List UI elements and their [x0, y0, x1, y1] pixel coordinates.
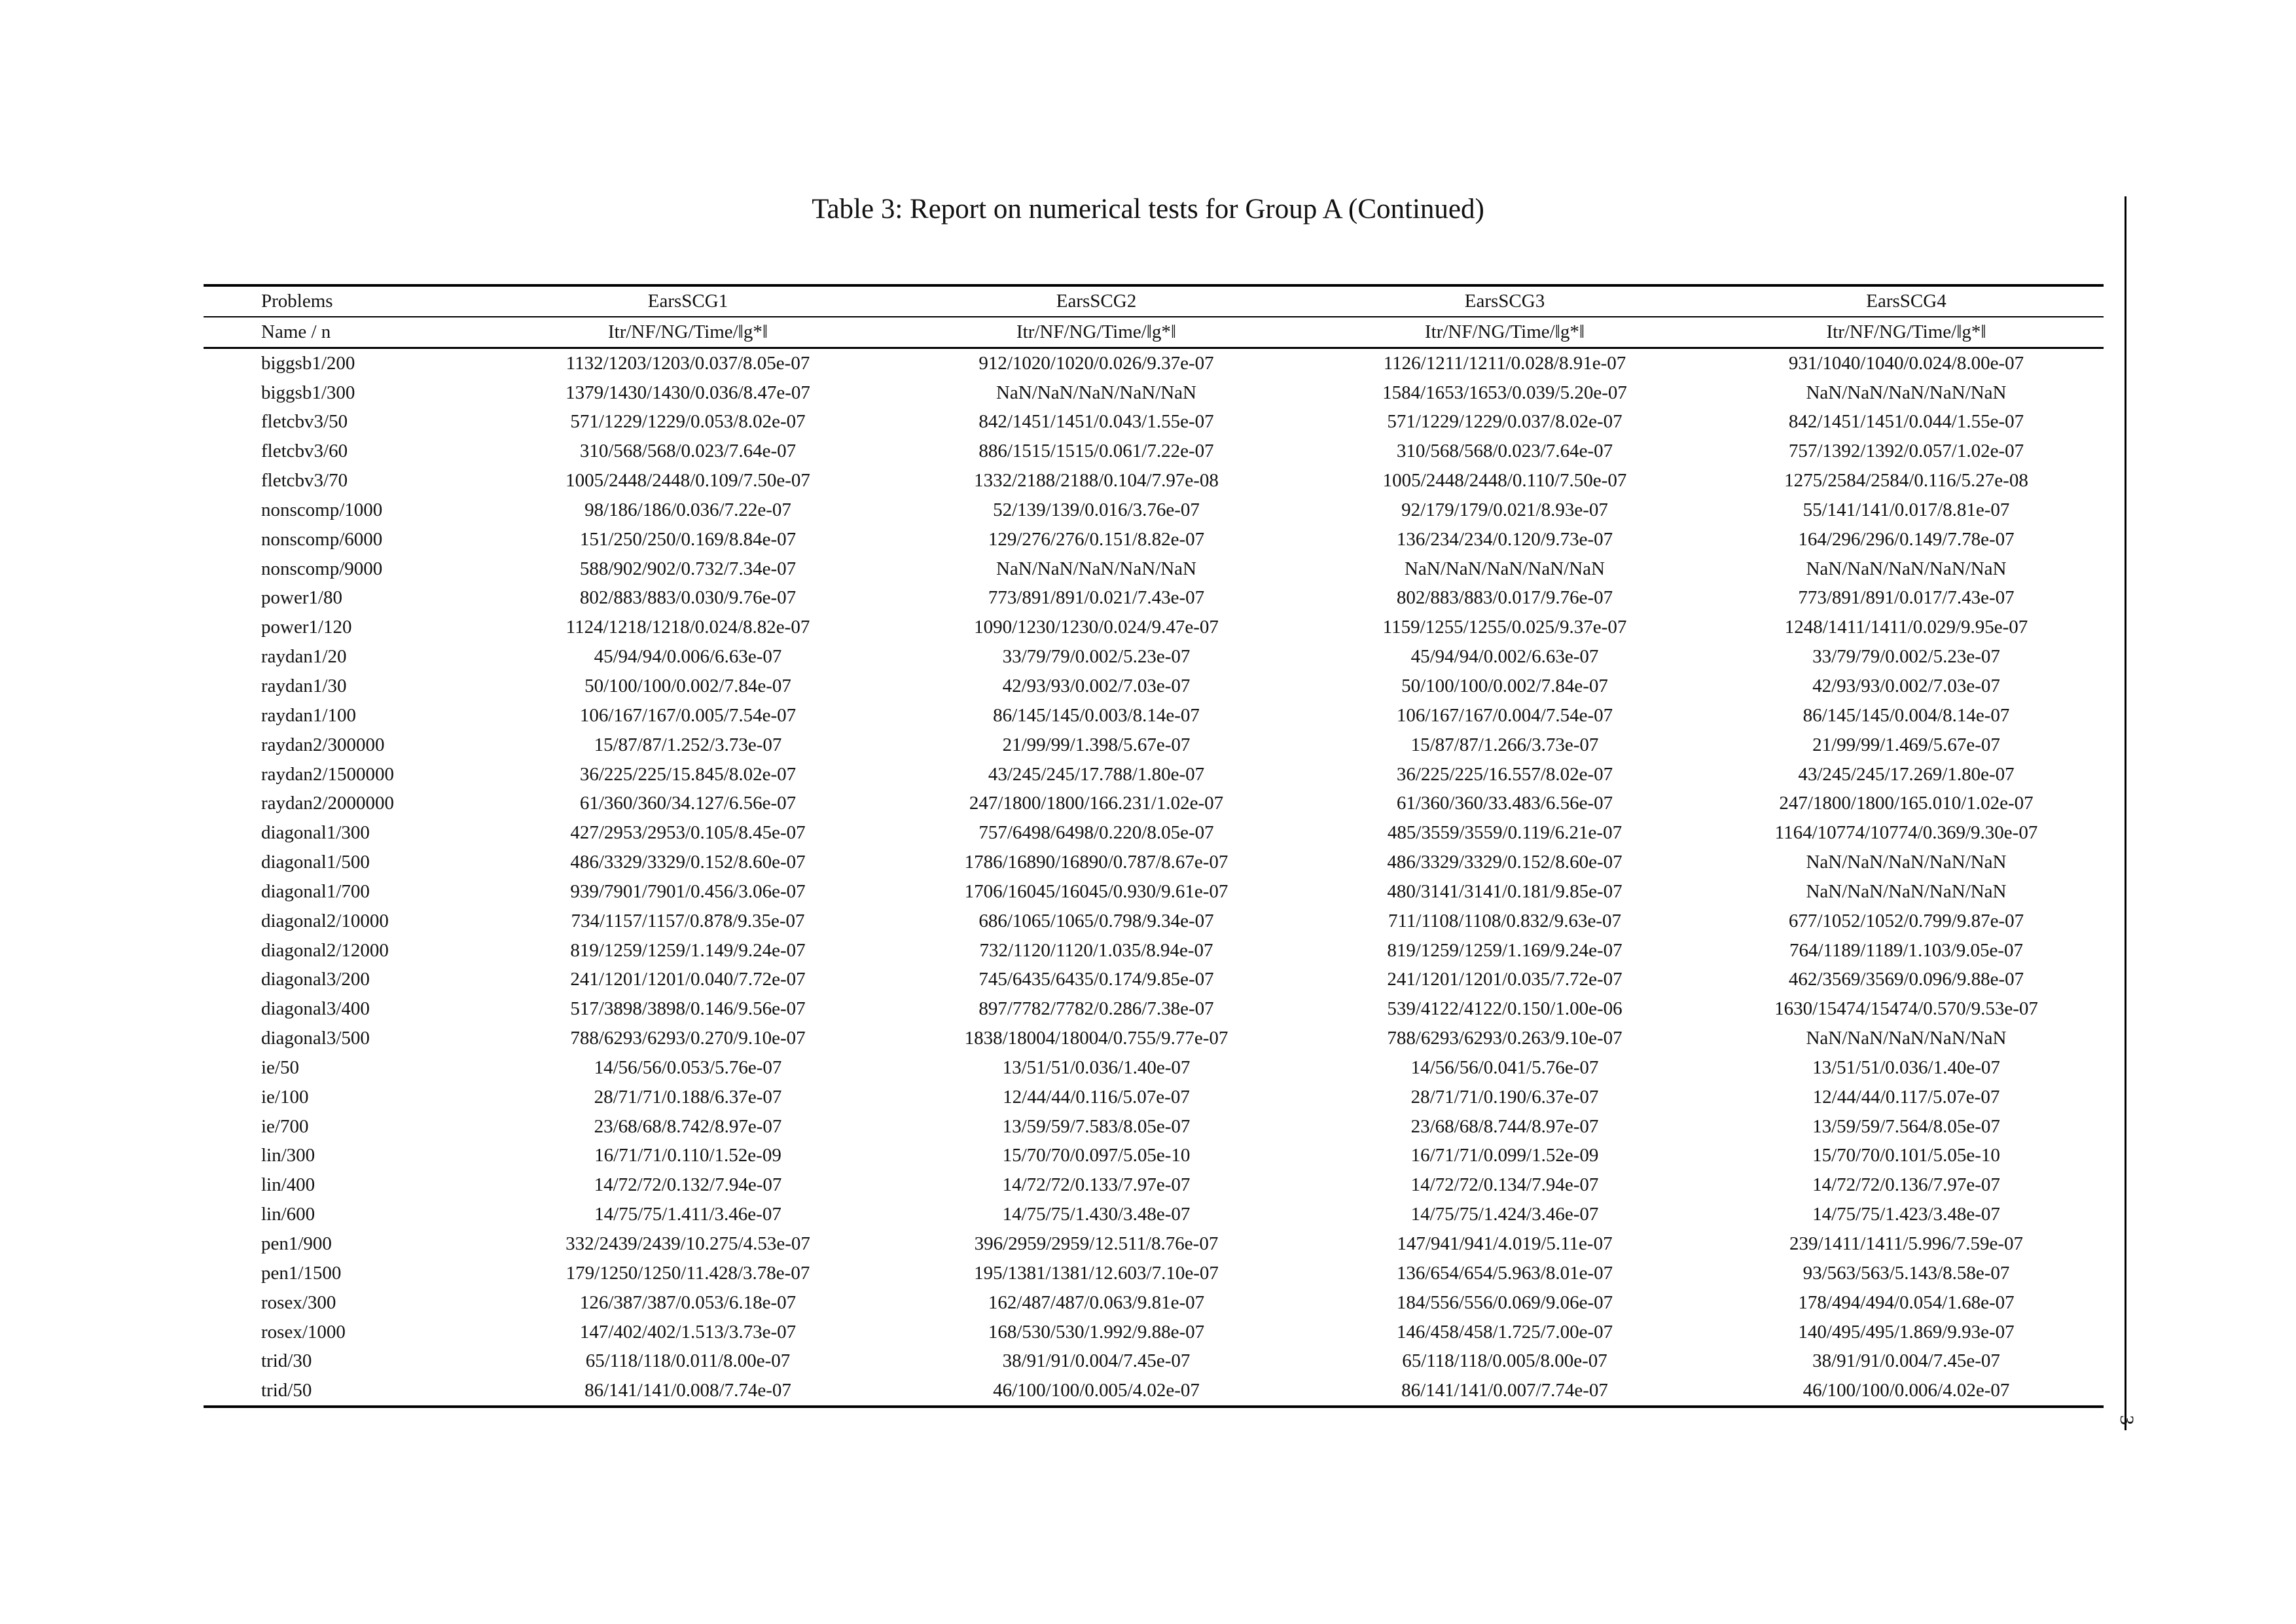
result-cell: 42/93/93/0.002/7.03e-07: [1002, 675, 1191, 696]
table-caption: Table 3: Report on numerical tests for Group A (Continued): [812, 194, 1484, 225]
problem-name-cell: raydan2/1500000: [261, 763, 394, 785]
problem-name-cell: fletcbv3/70: [261, 470, 348, 492]
result-cell: 146/458/458/1.725/7.00e-07: [1396, 1321, 1613, 1343]
result-cell: 427/2953/2953/0.105/8.45e-07: [570, 822, 806, 844]
result-cell: 14/56/56/0.041/5.76e-07: [1410, 1056, 1599, 1078]
result-cell: 14/72/72/0.132/7.94e-07: [594, 1174, 782, 1196]
problem-name-cell: diagonal1/500: [261, 852, 370, 873]
table-row: [204, 378, 2104, 408]
problem-name-cell: diagonal3/400: [261, 998, 370, 1020]
page-number: 3: [2116, 1415, 2138, 1425]
result-cell: 164/296/296/0.149/7.78e-07: [1798, 528, 2015, 550]
result-cell: 486/3329/3329/0.152/8.60e-07: [1387, 852, 1623, 873]
result-cell: 65/118/118/0.005/8.00e-07: [1402, 1350, 1607, 1372]
problem-name-cell: diagonal1/300: [261, 822, 370, 844]
result-cell: 147/402/402/1.513/3.73e-07: [579, 1321, 797, 1343]
problem-name-cell: diagonal3/200: [261, 969, 370, 990]
result-cell: 136/654/654/5.963/8.01e-07: [1396, 1262, 1613, 1284]
result-cell: 126/387/387/0.053/6.18e-07: [579, 1291, 797, 1313]
result-cell: 15/70/70/0.097/5.05e-10: [1002, 1145, 1191, 1166]
problem-name-cell: rosex/1000: [261, 1321, 346, 1343]
table-row: [204, 642, 2104, 672]
table-row: [204, 1346, 2104, 1376]
table-row: [204, 877, 2104, 907]
result-cell: 14/75/75/1.424/3.46e-07: [1410, 1204, 1599, 1225]
header-problems: Problems: [261, 291, 333, 312]
result-cell: 773/891/891/0.021/7.43e-07: [988, 587, 1205, 609]
problem-name-cell: raydan2/2000000: [261, 793, 394, 814]
problem-name-cell: lin/400: [261, 1174, 315, 1196]
problem-name-cell: ie/700: [261, 1115, 309, 1137]
result-cell: 195/1381/1381/12.603/7.10e-07: [974, 1262, 1219, 1284]
result-cell: 52/139/139/0.016/3.76e-07: [993, 499, 1200, 520]
problem-name-cell: power1/120: [261, 617, 352, 638]
table-row: [204, 1318, 2104, 1347]
result-cell: 45/94/94/0.006/6.63e-07: [594, 646, 782, 668]
result-cell: 12/44/44/0.116/5.07e-07: [1003, 1086, 1190, 1108]
problem-name-cell: nonscomp/9000: [261, 558, 383, 579]
problem-name-cell: lin/300: [261, 1145, 315, 1166]
result-cell: 1275/2584/2584/0.116/5.27e-08: [1784, 470, 2028, 492]
table-row: [204, 994, 2104, 1024]
result-cell: 734/1157/1157/0.878/9.35e-07: [571, 910, 805, 931]
result-cell: 14/72/72/0.133/7.97e-07: [1002, 1174, 1191, 1196]
result-cell: 36/225/225/15.845/8.02e-07: [579, 763, 797, 785]
table-row: [204, 1170, 2104, 1200]
result-cell: 931/1040/1040/0.024/8.00e-07: [1788, 352, 2024, 374]
table-row: [204, 818, 2104, 848]
table-row: [204, 613, 2104, 642]
table-row: [204, 936, 2104, 965]
result-cell: 46/100/100/0.006/4.02e-07: [1803, 1380, 2010, 1401]
table-row: [204, 907, 2104, 936]
result-cell: 15/87/87/1.266/3.73e-07: [1410, 734, 1599, 755]
result-cell: 1248/1411/1411/0.029/9.95e-07: [1784, 617, 2028, 638]
result-cell: 21/99/99/1.398/5.67e-07: [1002, 734, 1191, 755]
result-cell: 13/59/59/7.583/8.05e-07: [1002, 1115, 1191, 1137]
header-name-n: Name / n: [261, 321, 331, 342]
result-cell: 711/1108/1108/0.832/9.63e-07: [1388, 910, 1622, 931]
result-cell: 241/1201/1201/0.035/7.72e-07: [1387, 969, 1623, 990]
table-row: [204, 1229, 2104, 1259]
result-cell: 239/1411/1411/5.996/7.59e-07: [1789, 1233, 2024, 1254]
result-cell: 14/72/72/0.134/7.94e-07: [1410, 1174, 1599, 1196]
result-cell: 179/1250/1250/11.428/3.78e-07: [565, 1262, 810, 1284]
result-cell: 480/3141/3141/0.181/9.85e-07: [1387, 880, 1623, 902]
problem-name-cell: raydan1/100: [261, 704, 356, 726]
problem-name-cell: nonscomp/6000: [261, 528, 383, 550]
result-cell: 686/1065/1065/0.798/9.34e-07: [978, 910, 1214, 931]
table-row: [204, 731, 2104, 760]
header-row-metrics: [204, 317, 2104, 348]
header-earsscg2: EarsSCG2: [1056, 291, 1137, 312]
result-cell: 184/556/556/0.069/9.06e-07: [1396, 1291, 1613, 1313]
result-cell: 1584/1653/1653/0.039/5.20e-07: [1382, 382, 1627, 403]
result-cell: 36/225/225/16.557/8.02e-07: [1396, 763, 1613, 785]
problem-name-cell: trid/30: [261, 1350, 312, 1372]
problem-name-cell: diagonal3/500: [261, 1028, 370, 1049]
problem-name-cell: biggsb1/200: [261, 352, 355, 374]
result-cell: 23/68/68/8.742/8.97e-07: [594, 1115, 782, 1137]
result-cell: 16/71/71/0.110/1.52e-09: [594, 1145, 781, 1166]
table-row: [204, 1259, 2104, 1288]
problem-name-cell: rosex/300: [261, 1291, 336, 1313]
result-cell: 241/1201/1201/0.040/7.72e-07: [570, 969, 806, 990]
result-cell: 61/360/360/34.127/6.56e-07: [579, 793, 797, 814]
result-cell: 788/6293/6293/0.263/9.10e-07: [1387, 1028, 1623, 1049]
result-cell: 819/1259/1259/1.149/9.24e-07: [570, 939, 806, 961]
result-cell: 28/71/71/0.190/6.37e-07: [1410, 1086, 1599, 1108]
table-row: [204, 1288, 2104, 1318]
result-cell: 33/79/79/0.002/5.23e-07: [1002, 646, 1191, 668]
result-cell: 1124/1218/1218/0.024/8.82e-07: [565, 617, 810, 638]
result-cell: 45/94/94/0.002/6.63e-07: [1410, 646, 1599, 668]
result-cell: 16/71/71/0.099/1.52e-09: [1410, 1145, 1599, 1166]
header-earsscg1: EarsSCG1: [647, 291, 728, 312]
header-metrics-3: Itr/NF/NG/Time/‖g*‖: [1424, 321, 1585, 342]
result-cell: 1838/18004/18004/0.755/9.77e-07: [964, 1028, 1229, 1049]
table-row: [204, 554, 2104, 584]
table-row: [204, 1141, 2104, 1170]
result-cell: 886/1515/1515/0.061/7.22e-07: [978, 441, 1214, 462]
result-cell: 129/276/276/0.151/8.82e-07: [988, 528, 1205, 550]
result-cell: 136/234/234/0.120/9.73e-07: [1396, 528, 1613, 550]
problem-name-cell: power1/80: [261, 587, 343, 609]
header-row-methods: [204, 285, 2104, 317]
results-table-container: [204, 284, 2104, 1408]
result-cell: 462/3569/3569/0.096/9.88e-07: [1788, 969, 2024, 990]
result-cell: 23/68/68/8.744/8.97e-07: [1410, 1115, 1599, 1137]
result-cell: 819/1259/1259/1.169/9.24e-07: [1387, 939, 1623, 961]
table-row: [204, 1200, 2104, 1229]
result-cell: 571/1229/1229/0.053/8.02e-07: [570, 411, 806, 433]
table-row: [204, 1376, 2104, 1407]
result-cell: 98/186/186/0.036/7.22e-07: [584, 499, 791, 520]
result-cell: NaN/NaN/NaN/NaN/NaN: [996, 382, 1196, 403]
table-row: [204, 672, 2104, 701]
result-cell: 732/1120/1120/1.035/8.94e-07: [979, 939, 1213, 961]
problem-name-cell: nonscomp/1000: [261, 499, 383, 520]
problem-name-cell: raydan1/30: [261, 675, 347, 696]
result-cell: 396/2959/2959/12.511/8.76e-07: [974, 1233, 1219, 1254]
table-row: [204, 348, 2104, 378]
table-row: [204, 1024, 2104, 1053]
result-cell: 1786/16890/16890/0.787/8.67e-07: [964, 852, 1229, 873]
result-cell: 773/891/891/0.017/7.43e-07: [1798, 587, 2015, 609]
result-cell: 162/487/487/0.063/9.81e-07: [988, 1291, 1205, 1313]
table-row: [204, 583, 2104, 613]
problem-name-cell: diagonal1/700: [261, 880, 370, 902]
result-cell: 14/75/75/1.411/3.46e-07: [594, 1204, 781, 1225]
result-cell: 571/1229/1229/0.037/8.02e-07: [1387, 411, 1623, 433]
results-table: [204, 284, 2104, 1408]
table-row: [204, 496, 2104, 525]
result-cell: 1332/2188/2188/0.104/7.97e-08: [974, 470, 1219, 492]
problem-name-cell: ie/100: [261, 1086, 309, 1108]
problem-name-cell: diagonal2/10000: [261, 910, 389, 931]
result-cell: 50/100/100/0.002/7.84e-07: [584, 675, 791, 696]
result-cell: 802/883/883/0.017/9.76e-07: [1396, 587, 1613, 609]
table-row: [204, 407, 2104, 437]
result-cell: 310/568/568/0.023/7.64e-07: [1396, 441, 1613, 462]
result-cell: 912/1020/1020/0.026/9.37e-07: [978, 352, 1214, 374]
result-cell: 802/883/883/0.030/9.76e-07: [579, 587, 797, 609]
result-cell: 1132/1203/1203/0.037/8.05e-07: [565, 352, 810, 374]
problem-name-cell: lin/600: [261, 1204, 315, 1225]
result-cell: 86/145/145/0.004/8.14e-07: [1803, 704, 2010, 726]
result-cell: 1164/10774/10774/0.369/9.30e-07: [1774, 822, 2038, 844]
result-cell: 93/563/563/5.143/8.58e-07: [1803, 1262, 2010, 1284]
table-row: [204, 437, 2104, 466]
result-cell: 15/87/87/1.252/3.73e-07: [594, 734, 782, 755]
result-cell: 14/75/75/1.423/3.48e-07: [1812, 1204, 2000, 1225]
result-cell: 1090/1230/1230/0.024/9.47e-07: [974, 617, 1219, 638]
result-cell: 897/7782/7782/0.286/7.38e-07: [978, 998, 1214, 1020]
result-cell: NaN/NaN/NaN/NaN/NaN: [1806, 852, 2007, 873]
result-cell: 788/6293/6293/0.270/9.10e-07: [570, 1028, 806, 1049]
result-cell: NaN/NaN/NaN/NaN/NaN: [996, 558, 1196, 579]
result-cell: 517/3898/3898/0.146/9.56e-07: [570, 998, 806, 1020]
result-cell: 50/100/100/0.002/7.84e-07: [1401, 675, 1608, 696]
result-cell: 842/1451/1451/0.043/1.55e-07: [978, 411, 1214, 433]
margin-rule: [2125, 196, 2126, 1430]
table-row: [204, 1083, 2104, 1112]
result-cell: 764/1189/1189/1.103/9.05e-07: [1789, 939, 2024, 961]
result-cell: 61/360/360/33.483/6.56e-07: [1396, 793, 1613, 814]
result-cell: 13/51/51/0.036/1.40e-07: [1812, 1056, 2000, 1078]
result-cell: 147/941/941/4.019/5.11e-07: [1397, 1233, 1613, 1254]
header-earsscg4: EarsSCG4: [1866, 291, 1946, 312]
problem-name-cell: fletcbv3/60: [261, 441, 348, 462]
table-row: [204, 789, 2104, 818]
result-cell: 14/56/56/0.053/5.76e-07: [594, 1056, 782, 1078]
result-cell: 247/1800/1800/166.231/1.02e-07: [969, 793, 1224, 814]
table-row: [204, 848, 2104, 877]
result-cell: 14/72/72/0.136/7.97e-07: [1812, 1174, 2000, 1196]
result-cell: 1706/16045/16045/0.930/9.61e-07: [964, 880, 1229, 902]
result-cell: 1005/2448/2448/0.110/7.50e-07: [1382, 470, 1627, 492]
table-row: [204, 525, 2104, 554]
result-cell: 33/79/79/0.002/5.23e-07: [1812, 646, 2000, 668]
table-row: [204, 760, 2104, 789]
result-cell: 247/1800/1800/165.010/1.02e-07: [1779, 793, 2034, 814]
result-cell: 1005/2448/2448/0.109/7.50e-07: [565, 470, 810, 492]
header-metrics-2: Itr/NF/NG/Time/‖g*‖: [1016, 321, 1177, 342]
header-earsscg3: EarsSCG3: [1464, 291, 1545, 312]
result-cell: 13/59/59/7.564/8.05e-07: [1812, 1115, 2000, 1137]
problem-name-cell: diagonal2/12000: [261, 939, 389, 961]
problem-name-cell: raydan2/300000: [261, 734, 385, 755]
result-cell: NaN/NaN/NaN/NaN/NaN: [1806, 558, 2007, 579]
problem-name-cell: pen1/1500: [261, 1262, 342, 1284]
result-cell: 486/3329/3329/0.152/8.60e-07: [570, 852, 806, 873]
result-cell: NaN/NaN/NaN/NaN/NaN: [1806, 880, 2007, 902]
result-cell: 46/100/100/0.005/4.02e-07: [993, 1380, 1200, 1401]
result-cell: 485/3559/3559/0.119/6.21e-07: [1387, 822, 1623, 844]
result-cell: 42/93/93/0.002/7.03e-07: [1812, 675, 2000, 696]
table-row: [204, 1112, 2104, 1142]
result-cell: 140/495/495/1.869/9.93e-07: [1798, 1321, 2015, 1343]
result-cell: 43/245/245/17.269/1.80e-07: [1798, 763, 2015, 785]
result-cell: 151/250/250/0.169/8.84e-07: [579, 528, 797, 550]
result-cell: 539/4122/4122/0.150/1.00e-06: [1387, 998, 1623, 1020]
table-row: [204, 965, 2104, 994]
result-cell: 14/75/75/1.430/3.48e-07: [1002, 1204, 1191, 1225]
result-cell: 745/6435/6435/0.174/9.85e-07: [978, 969, 1214, 990]
result-cell: 588/902/902/0.732/7.34e-07: [579, 558, 797, 579]
result-cell: 86/145/145/0.003/8.14e-07: [993, 704, 1200, 726]
result-cell: 65/118/118/0.011/8.00e-07: [585, 1350, 791, 1372]
result-cell: 1126/1211/1211/0.028/8.91e-07: [1383, 352, 1626, 374]
table-row: [204, 466, 2104, 496]
result-cell: 178/494/494/0.054/1.68e-07: [1798, 1291, 2015, 1313]
result-cell: 43/245/245/17.788/1.80e-07: [988, 763, 1205, 785]
result-cell: 38/91/91/0.004/7.45e-07: [1812, 1350, 2000, 1372]
result-cell: 939/7901/7901/0.456/3.06e-07: [570, 880, 806, 902]
result-cell: 757/1392/1392/0.057/1.02e-07: [1788, 441, 2024, 462]
result-cell: 310/568/568/0.023/7.64e-07: [579, 441, 797, 462]
header-metrics-1: Itr/NF/NG/Time/‖g*‖: [607, 321, 768, 342]
result-cell: 1379/1430/1430/0.036/8.47e-07: [565, 382, 810, 403]
result-cell: NaN/NaN/NaN/NaN/NaN: [1806, 382, 2007, 403]
problem-name-cell: biggsb1/300: [261, 382, 355, 403]
result-cell: 38/91/91/0.004/7.45e-07: [1002, 1350, 1191, 1372]
table-body: [204, 348, 2104, 1407]
result-cell: 28/71/71/0.188/6.37e-07: [594, 1086, 782, 1108]
result-cell: NaN/NaN/NaN/NaN/NaN: [1806, 1028, 2007, 1049]
result-cell: 332/2439/2439/10.275/4.53e-07: [565, 1233, 810, 1254]
result-cell: 55/141/141/0.017/8.81e-07: [1803, 499, 2010, 520]
problem-name-cell: fletcbv3/50: [261, 411, 348, 433]
result-cell: 86/141/141/0.008/7.74e-07: [584, 1380, 791, 1401]
result-cell: 12/44/44/0.117/5.07e-07: [1812, 1086, 2000, 1108]
problem-name-cell: trid/50: [261, 1380, 312, 1401]
result-cell: 1630/15474/15474/0.570/9.53e-07: [1774, 998, 2038, 1020]
result-cell: 168/530/530/1.992/9.88e-07: [988, 1321, 1205, 1343]
result-cell: 92/179/179/0.021/8.93e-07: [1401, 499, 1608, 520]
result-cell: 106/167/167/0.005/7.54e-07: [579, 704, 797, 726]
result-cell: 13/51/51/0.036/1.40e-07: [1002, 1056, 1191, 1078]
result-cell: 757/6498/6498/0.220/8.05e-07: [978, 822, 1214, 844]
problem-name-cell: pen1/900: [261, 1233, 332, 1254]
header-metrics-4: Itr/NF/NG/Time/‖g*‖: [1826, 321, 1986, 342]
result-cell: 86/141/141/0.007/7.74e-07: [1401, 1380, 1608, 1401]
result-cell: NaN/NaN/NaN/NaN/NaN: [1404, 558, 1605, 579]
result-cell: 1159/1255/1255/0.025/9.37e-07: [1382, 617, 1627, 638]
result-cell: 21/99/99/1.469/5.67e-07: [1812, 734, 2000, 755]
problem-name-cell: ie/50: [261, 1056, 299, 1078]
table-row: [204, 701, 2104, 731]
result-cell: 106/167/167/0.004/7.54e-07: [1396, 704, 1613, 726]
result-cell: 677/1052/1052/0.799/9.87e-07: [1788, 910, 2024, 931]
result-cell: 842/1451/1451/0.044/1.55e-07: [1788, 411, 2024, 433]
problem-name-cell: raydan1/20: [261, 646, 347, 668]
result-cell: 15/70/70/0.101/5.05e-10: [1812, 1145, 2000, 1166]
table-row: [204, 1053, 2104, 1083]
